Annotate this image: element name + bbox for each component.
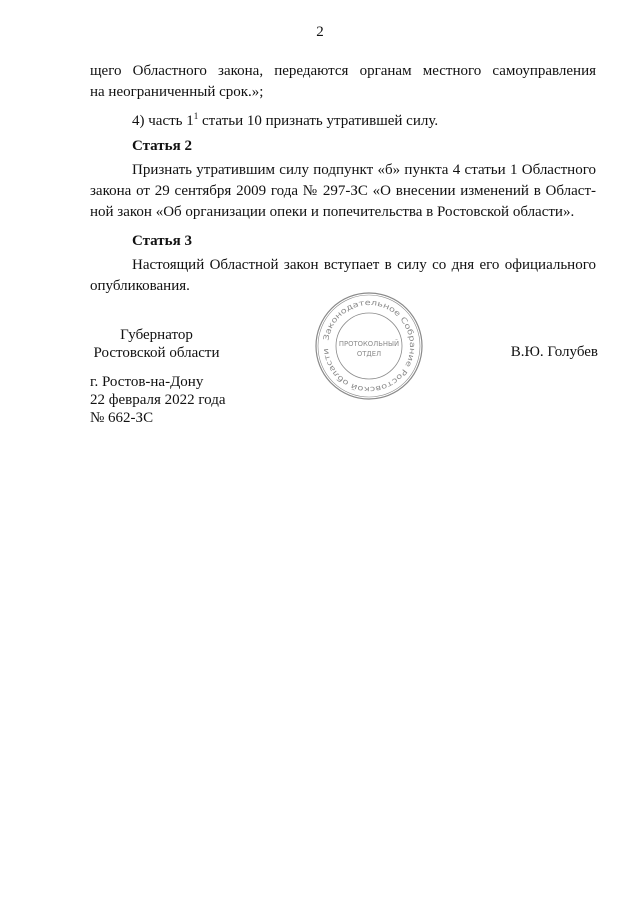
seal-center-line-2: ОТДЕЛ — [356, 350, 382, 358]
article-3-line-2: опубликования. — [90, 278, 190, 294]
place-and-date — [90, 373, 226, 427]
signature-title-line-1: Губернатор — [120, 327, 193, 343]
item-4 — [90, 106, 596, 132]
adoption-date: 22 февраля 2022 года — [90, 392, 226, 408]
official-seal — [314, 291, 424, 401]
article-3-heading: Статья 3 — [132, 233, 192, 249]
article-2-heading: Статья 2 — [132, 138, 192, 154]
city: г. Ростов-на-Дону — [90, 374, 204, 390]
article-2-line-2: закона от 29 сентября 2009 года № 297-ЗС «О внесении изменений в Област- — [90, 183, 596, 199]
law-number: № 662-ЗС — [90, 410, 154, 426]
article-2-body — [90, 160, 596, 223]
article-2-line-1: Признать утратившим силу подпункт «б» пункта 4 статьи 1 Областного — [132, 162, 596, 178]
signature-title — [90, 326, 223, 362]
item-4-superscript: 1 — [193, 111, 199, 121]
article-2-line-3: ной закон «Об организации опеки и попечительства в Ростовской области». — [90, 204, 575, 220]
article-3-line-1: Настоящий Областной закон вступает в силу со дня его официального — [132, 257, 596, 273]
item-4-suffix: статьи 10 признать утратившей силу. — [198, 113, 439, 129]
seal-center-line-1: ПРОТОКОЛЬНЫЙ — [338, 340, 400, 348]
signature-name: В.Ю. Голубев — [510, 344, 598, 360]
page-number: 2 — [316, 24, 324, 40]
seal-ring-text: Законодательное Собрание Ростовской области — [321, 297, 418, 395]
item-4-prefix: 4) часть 1 — [132, 113, 194, 129]
intro-line-2: на неограниченный срок.»; — [90, 84, 264, 100]
intro-line-1: щего Областного закона, передаются органам местного самоуправления — [90, 63, 596, 79]
signature-title-line-2: Ростовской области — [93, 345, 220, 361]
intro-paragraph — [90, 61, 596, 103]
